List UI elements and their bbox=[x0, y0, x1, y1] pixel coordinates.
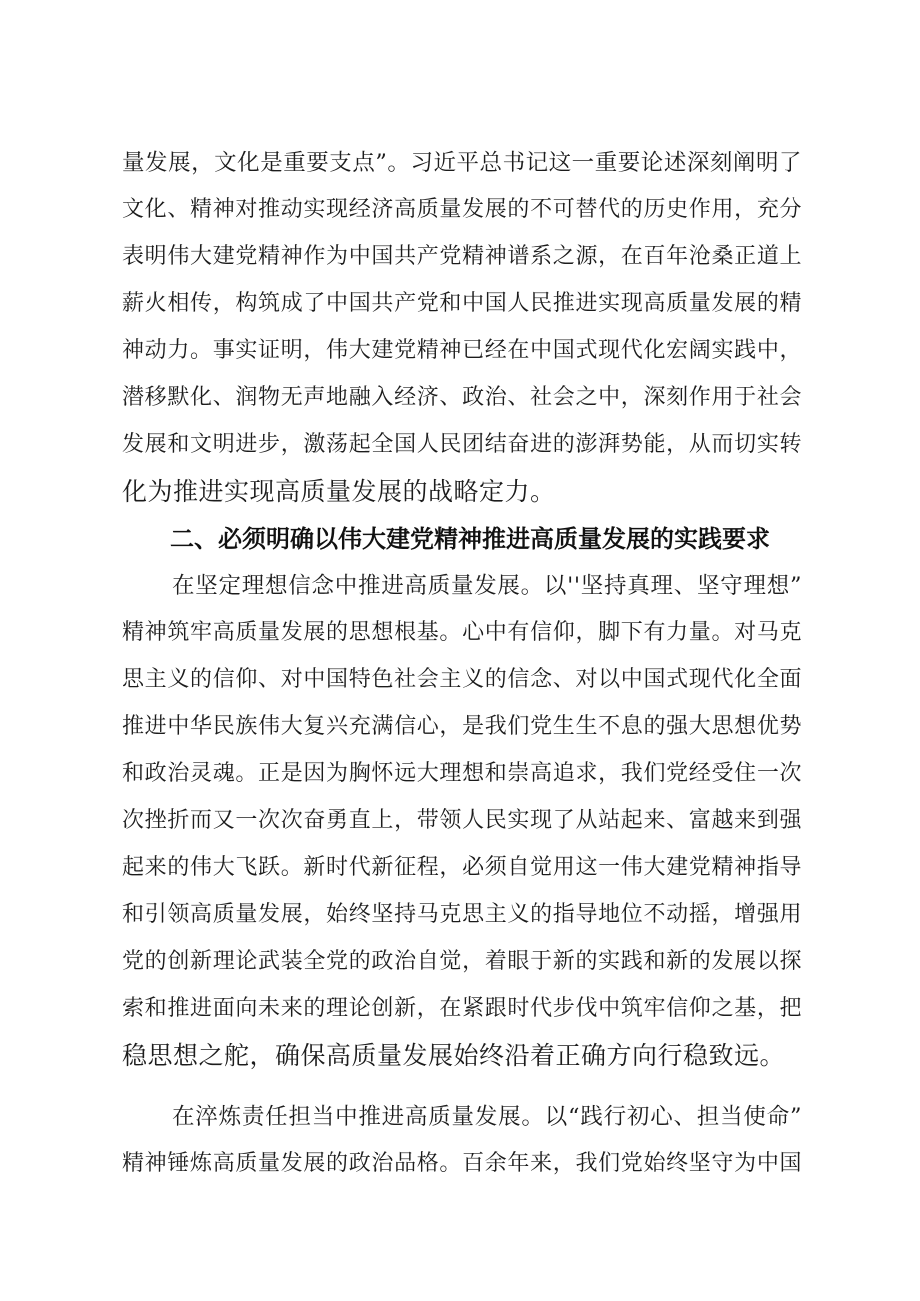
text-line: 次挫折而又一次次奋勇直上，带领人民实现了从站起来、富越来到强 bbox=[122, 808, 802, 833]
text-line: 党的创新理论武装全党的政治自觉，着眼于新的实践和新的发展以探 bbox=[122, 949, 802, 974]
text-line: 稳思想之舵，确保高质量发展始终沿着正确方向行稳致远。 bbox=[122, 1041, 786, 1070]
text-line: 表明伟大建党精神作为中国共产党精神谱系之源，在百年沧桑正道上 bbox=[122, 244, 802, 269]
text-line: 潜移默化、润物无声地融入经济、政治、社会之中，深刻作用于社会 bbox=[122, 385, 802, 410]
text-line: 精神锤炼高质量发展的政治品格。百余年来，我们党始终坚守为中国 bbox=[122, 1151, 802, 1176]
text-line: 推进中华民族伟大复兴充满信心，是我们党生生不息的强大思想优势 bbox=[122, 714, 802, 739]
text-line: 思主义的信仰、对中国特色社会主义的信念、对以中国式现代化全面 bbox=[122, 667, 802, 692]
text-line: 薪火相传，构筑成了中国共产党和中国人民推进实现高质量发展的精 bbox=[122, 291, 802, 316]
text-line: 化为推进实现高质量发展的战略定力。 bbox=[122, 477, 556, 506]
text-line: 在坚定理想信念中推进高质量发展。以''坚持真理、坚守理想” bbox=[172, 573, 802, 599]
text-line: 神动力。事实证明，伟大建党精神已经在中国式现代化宏阔实践中， bbox=[122, 338, 802, 363]
section-heading: 二、必须明确以伟大建党精神推进高质量发展的实践要求 bbox=[170, 525, 770, 553]
text-line: 文化、精神对推动实现经济高质量发展的不可替代的历史作用，充分 bbox=[122, 197, 802, 222]
text-line: 和引领高质量发展，始终坚持马克思主义的指导地位不动摇，增强用 bbox=[122, 902, 802, 927]
text-line: 在淬炼责任担当中推进高质量发展。以“践行初心、担当使命” bbox=[172, 1104, 802, 1130]
text-line: 索和推进面向未来的理论创新，在紧跟时代步伐中筑牢信仰之基，把 bbox=[122, 996, 802, 1021]
text-line: 量发展，文化是重要支点”。习近平总书记这一重要论述深刻阐明了 bbox=[122, 150, 802, 176]
text-line: 和政治灵魂。正是因为胸怀远大理想和崇高追求，我们党经受住一次 bbox=[122, 761, 802, 786]
text-line: 起来的伟大飞跃。新时代新征程，必须自觉用这一伟大建党精神指导 bbox=[122, 855, 802, 880]
text-line: 精神筑牢高质量发展的思想根基。心中有信仰，脚下有力量。对马克 bbox=[122, 620, 802, 645]
text-line: 发展和文明进步，激荡起全国人民团结奋进的澎湃势能，从而切实转 bbox=[122, 432, 802, 457]
